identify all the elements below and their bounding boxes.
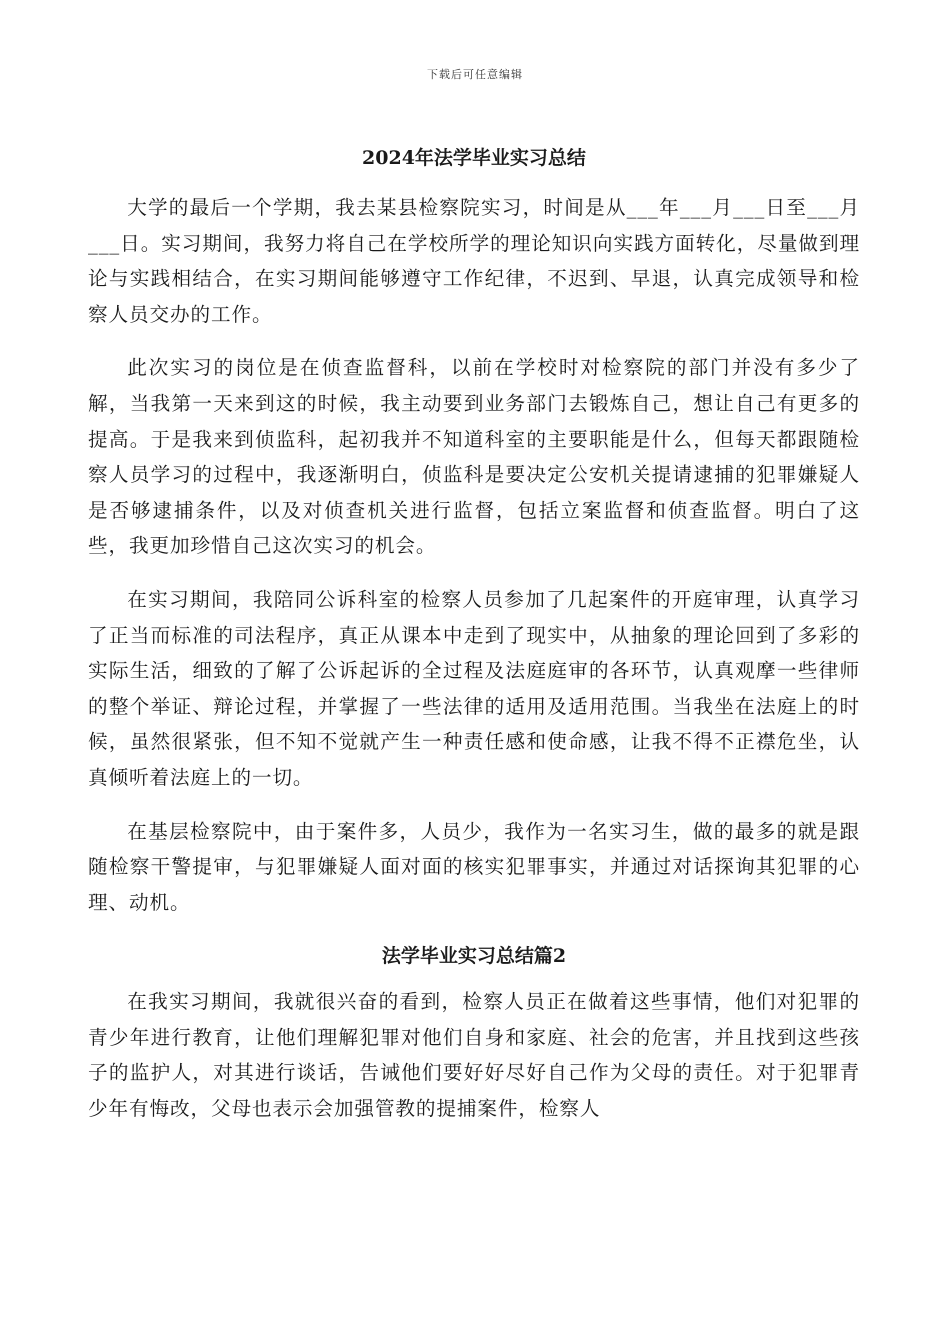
section-2-paragraph-1: 在我实习期间，我就很兴奋的看到，检察人员正在做着这些事情，他们对犯罪的青少年进行教育，让他们理解犯罪对他们自身和家庭、社会的危害，并且找到这些孩子的监护人，对其进行谈话，告诫他们要好好尽好自己作为父母的责任。对于犯罪青少年有悔改，父母也表示会加强管教的提捕案件，检察人 (88, 990, 860, 1121)
document-body (88, 140, 860, 1145)
paragraph-2: 此次实习的岗位是在侦查监督科，以前在学校时对检察院的部门并没有多少了解，当我第一天来到这的时候，我主动要到业务部门去锻炼自己，想让自己有更多的提高。于是我来到侦监科，起初我并不知道科室的主要职能是什么，但每天都跟随检察人员学习的过程中，我逐渐明白，侦监科是要决定公安机关提请逮捕的犯罪嫌疑人是否够逮捕条件，以及对侦查机关进行监督，包括立案监督和侦查监督。明白了这些，我更加珍惜自己这次实习的机会。 (88, 356, 860, 558)
header-note: 下载后可任意编辑 (427, 68, 523, 81)
paragraph-1: 大学的最后一个学期，我去某县检察院实习，时间是从___年___月___日至___月___日。实习期间，我努力将自己在学校所学的理论知识向实践方面转化，尽量做到理论与实践相结合，在实习期间能够遵守工作纪律，不迟到、早退，认真完成领导和检察人员交办的工作。 (88, 196, 860, 326)
document-title: 2024年法学毕业实习总结 (362, 147, 586, 169)
paragraph-4: 在基层检察院中，由于案件多，人员少，我作为一名实习生，做的最多的就是跟随检察干警提审，与犯罪嫌疑人面对面的核实犯罪事实，并通过对话探询其犯罪的心理、动机。 (88, 819, 860, 914)
section-2-title: 法学毕业实习总结篇2 (381, 945, 567, 968)
paragraph-3: 在实习期间，我陪同公诉科室的检察人员参加了几起案件的开庭审理，认真学习了正当而标准的司法程序，真正从课本中走到了现实中，从抽象的理论回到了多彩的实际生活，细致的了解了公诉起诉的全过程及法庭庭审的各环节，认真观摩一些律师的整个举证、辩论过程，并掌握了一些法律的适用及适用范围。当我坐在法庭上的时候，虽然很紧张，但不知不觉就产生一种责任感和使命感，让我不得不正襟危坐，认真倾听着法庭上的一切。 (88, 587, 860, 789)
